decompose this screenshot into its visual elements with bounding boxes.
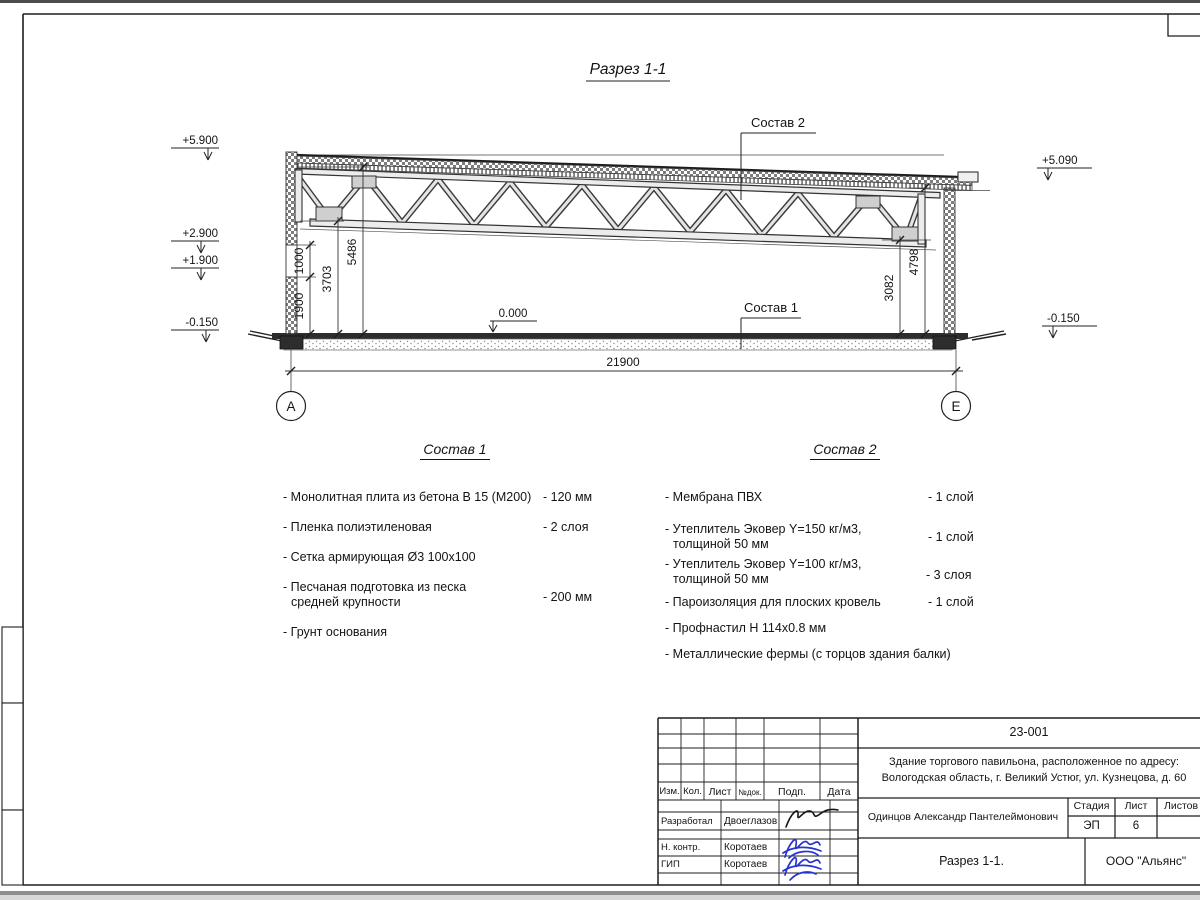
sheets-header: Листов [1163,800,1199,812]
role-ncontrol: Н. контр. [661,842,701,853]
floor-slab [272,333,968,350]
comp2-item-3-line2: толщиной 50 мм [673,572,769,586]
comp2-item-6: - Металлические фермы (с торцов здания балки) [665,647,951,661]
comp1-item-4-line2: средней крупности [291,595,401,609]
comp2-item-4: - Пароизоляция для плоских кровель [665,595,881,609]
right-wall [944,188,955,334]
comp1-item-1: - Монолитная плита из бетона В 15 (М200) [283,490,532,504]
truss-end-post-right [918,194,925,244]
col-podp: Подп. [778,786,806,798]
dim-1000: 1000 [292,247,306,275]
dim-3703: 3703 [320,265,334,293]
axis-label-e: Е [951,399,961,414]
comp2-item-5: - Профнастил Н 114x0.8 мм [665,621,827,635]
callout-sostav1: Состав 1 [744,300,798,315]
view-title [586,61,670,81]
signature-gip [783,858,821,880]
dim-span-21900: 21900 [606,355,640,369]
building-section [171,61,1097,421]
fascia-end-cap [958,172,978,182]
project-line1: Здание торгового павильона, расположенное по адресу: [888,756,1179,768]
comp2-title: Состав 2 [775,441,915,459]
comp1-item-3: - Сетка армирующая Ø3 100x100 [283,550,476,564]
stage-header: Стадия [1073,800,1110,812]
comp1-item-1-value: - 120 мм [543,490,593,504]
comp2-item-2: - Утеплитель Эковер Y=150 кг/м3, [665,522,862,536]
name-developer: Двоеглазов [724,816,778,827]
sheet-value: 6 [1132,820,1140,832]
comp1-item-2: - Пленка полиэтиленовая [283,520,432,534]
comp2-item-1-value: - 1 слой [928,490,974,504]
comp2-item-4-value: - 1 слой [928,595,974,609]
company-name: ООО "Альянс" [1105,854,1187,868]
elevation-left-window-top [171,228,219,253]
comp2-item-3-value: - 3 слоя [926,568,972,582]
name-gip: Коротаев [724,859,768,870]
drawing-title-cell: Разрез 1-1. [939,854,1004,868]
truss-end-post-left [295,170,302,222]
dim-4798: 4798 [907,248,921,276]
svg-text:+5.900: +5.900 [182,135,218,147]
elevation-left-window-sill [171,255,219,280]
col-ndoc: №док. [738,788,762,797]
svg-text:+2.900: +2.900 [182,228,218,240]
svg-text:-0.150: -0.150 [1047,313,1080,325]
elevation-floor-zero [489,308,537,332]
axis-label-a: А [286,399,296,414]
svg-text:-0.150: -0.150 [185,317,218,329]
comp1-title: Состав 1 [385,441,525,459]
comp1-item-2-value: - 2 слоя [543,520,589,534]
elevation-right-ground [1042,313,1097,338]
col-list: Лист [708,786,732,798]
col-data: Дата [827,786,851,798]
view-title-text: Разрез 1-1 [589,61,667,78]
comp1-item-5: - Грунт основания [283,625,388,639]
signature-ncontrol [783,840,821,858]
author-name: Одинцов Александр Пантелеймонович [867,811,1059,823]
col-kol: Кол. [683,786,702,797]
svg-text:+1.900: +1.900 [182,255,218,267]
dim-3082: 3082 [882,274,896,302]
svg-text:0.000: 0.000 [498,308,528,320]
callout-sostav2: Состав 2 [751,115,805,130]
callouts [741,115,816,349]
dim-5486: 5486 [345,238,359,266]
doc-code: 23-001 [1009,725,1049,739]
elevation-left-ground [171,317,219,342]
axis-markers [277,392,971,421]
comp2-item-2-value: - 1 слой [928,530,974,544]
col-izm: Изм. [659,786,680,797]
comp2-item-2-line2: толщиной 50 мм [673,537,769,551]
name-ncontrol: Коротаев [724,842,768,853]
comp1-item-4-value: - 200 мм [543,590,593,604]
margin-boxes [2,627,23,885]
elevation-right-roof [1037,155,1092,180]
sheet-header: Лист [1124,800,1148,812]
comp1-item-4: - Песчаная подготовка из песка [283,580,467,594]
stage-value: ЭП [1083,820,1100,832]
dim-1900: 1900 [292,292,306,320]
project-line2: Вологодская область, г. Великий Устюг, ул. Кузнецова, д. 60 [881,772,1187,784]
comp2-item-3: - Утеплитель Эковер Y=100 кг/м3, [665,557,862,571]
role-developer: Разработал [661,816,713,827]
comp2-item-1: - Мембрана ПВХ [665,490,763,504]
svg-text:+5.090: +5.090 [1042,155,1078,167]
elevation-left-roof [171,135,219,160]
role-gip: ГИП [661,859,680,870]
